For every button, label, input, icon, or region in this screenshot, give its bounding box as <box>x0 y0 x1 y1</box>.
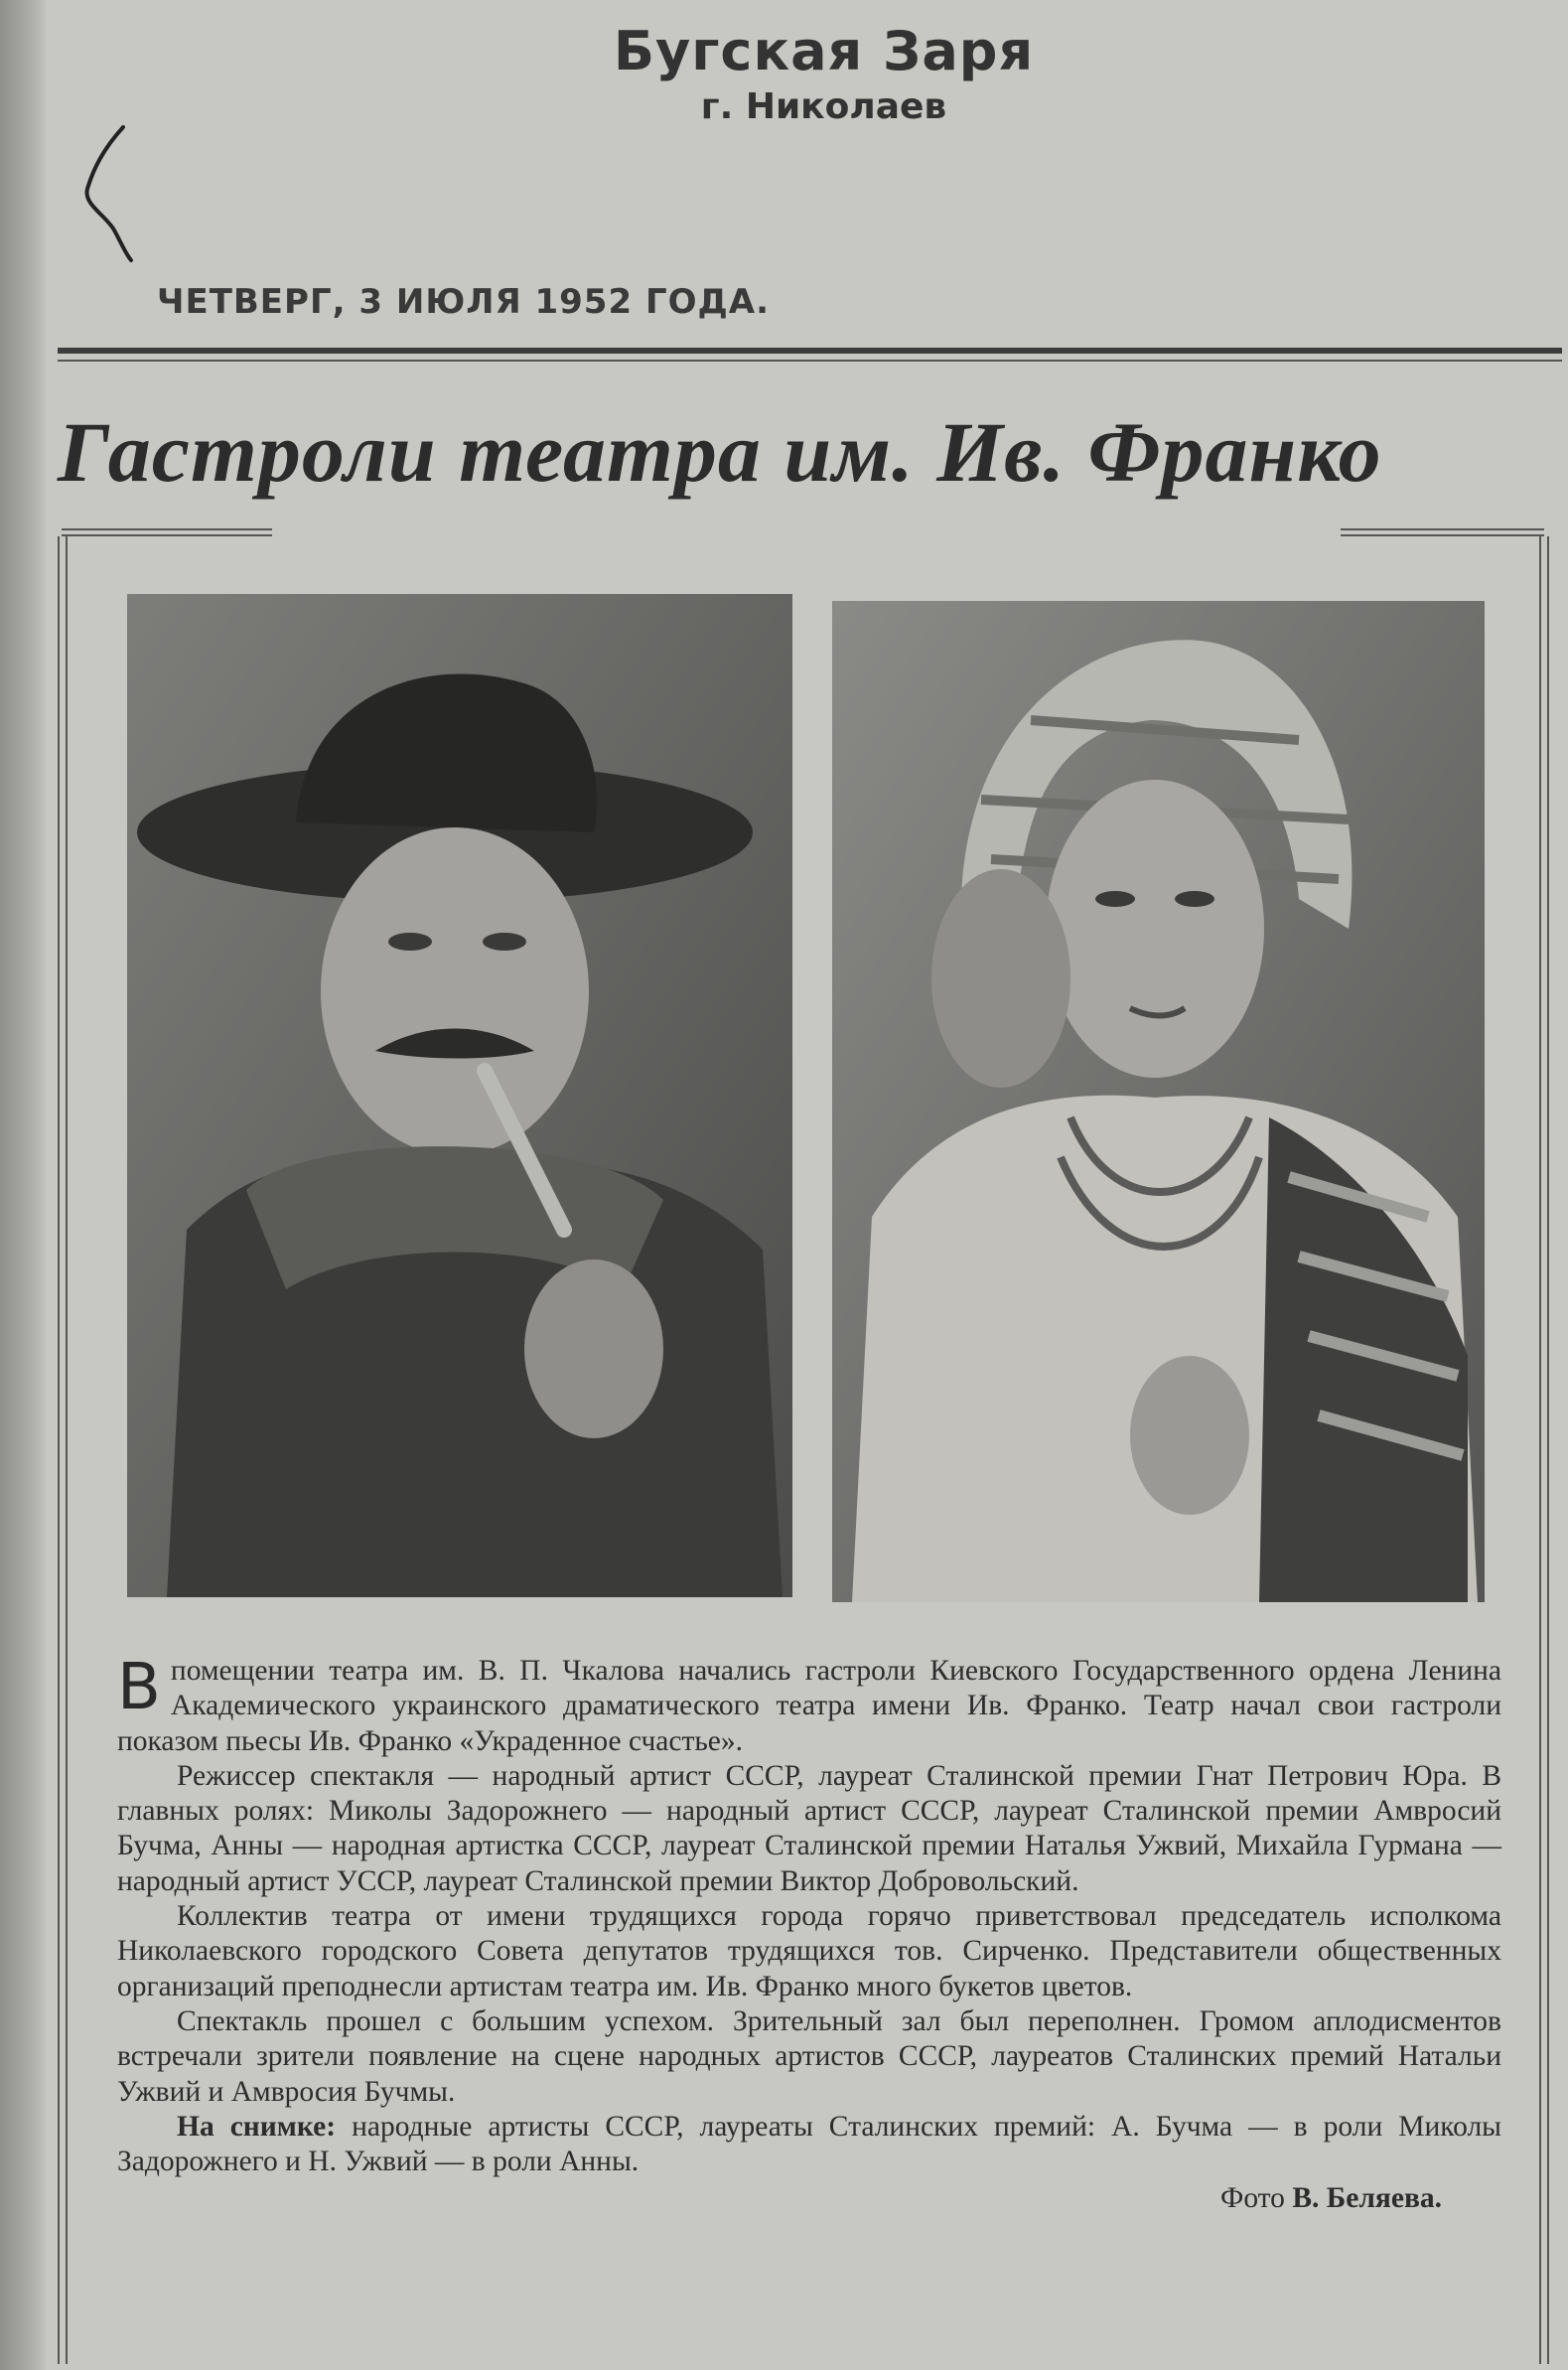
article-body <box>117 1651 1502 2217</box>
photo-caption <box>117 2110 1501 2180</box>
article-paragraph: Коллектив театра от имени трудящихся города горячо приветствовал председатель исполкома Николаевского городского Совета депутатов трудящихся тов. Сирченко. Представители общественных организаций преподнесли артистам театра им. Ив. Франко много букетов цветов. <box>117 1900 1501 2002</box>
caption-label: На снимке: <box>177 2110 337 2143</box>
photo-actress-uzhviy <box>832 601 1485 1602</box>
frame-border-left <box>58 536 68 2364</box>
page-edge <box>0 0 46 2370</box>
newspaper-name: Бугская Заря <box>613 20 1035 82</box>
photo-credit <box>117 2181 1501 2216</box>
newspaper-city: г. Николаев <box>700 86 947 127</box>
handwritten-mark <box>73 119 153 268</box>
frame-ornament-right <box>1341 528 1544 536</box>
article-headline: Гастроли театра им. Ив. Франко <box>58 404 1382 500</box>
article-paragraph: Спектакль прошел с большим успехом. Зрительный зал был переполнен. Громом аплодисментов встречали зрители появление на сцене народных артистов СССР, лауреатов Сталинских премий Натальи Ужвий и Амвросия Бучмы. <box>117 2004 1501 2108</box>
dropcap: В <box>117 1651 161 1724</box>
article-paragraph: Режиссер спектакля — народный артист СССР, лауреат Сталинской премии Гнат Петрович Юра. В главных ролях: Миколы Задорожнего — народный артист СССР, лауреат Сталинской премии Амвросий Бучма, Анны — народная артистка СССР, лауреат Сталинской премии Наталья Ужвий, Михайла Гурмана — народный артист УССР, лауреат Сталинской премии Виктор Добровольский. <box>117 1759 1501 1897</box>
caption-text: народные артисты СССР, лауреаты Сталинских премий: А. Бучма — в роли Миколы Задорожнего и Н. Ужвий — в роли Анны. <box>117 2110 1502 2178</box>
article-paragraph <box>117 1651 1501 1759</box>
divider-rule-thin <box>58 360 1562 362</box>
credit-prefix: Фото <box>1220 2182 1285 2215</box>
frame-ornament-left <box>62 528 272 536</box>
paragraph-text: помещении театра им. В. П. Чкалова начались гастроли Киевского Государственного ордена Ленина Академического украинского драматического театра имени Ив. Франко. Театр начал свои гастроли показом пьесы Ив. Франко «Украденное счастье». <box>117 1655 1501 1757</box>
masthead <box>0 20 1568 127</box>
divider-rule <box>58 348 1562 354</box>
frame-border-right <box>1539 536 1549 2364</box>
issue-dateline: ЧЕТВЕРГ, 3 ИЮЛЯ 1952 ГОДА. <box>157 282 771 322</box>
credit-name: В. Беляева. <box>1292 2182 1442 2215</box>
photo-actor-bucma <box>127 594 792 1597</box>
